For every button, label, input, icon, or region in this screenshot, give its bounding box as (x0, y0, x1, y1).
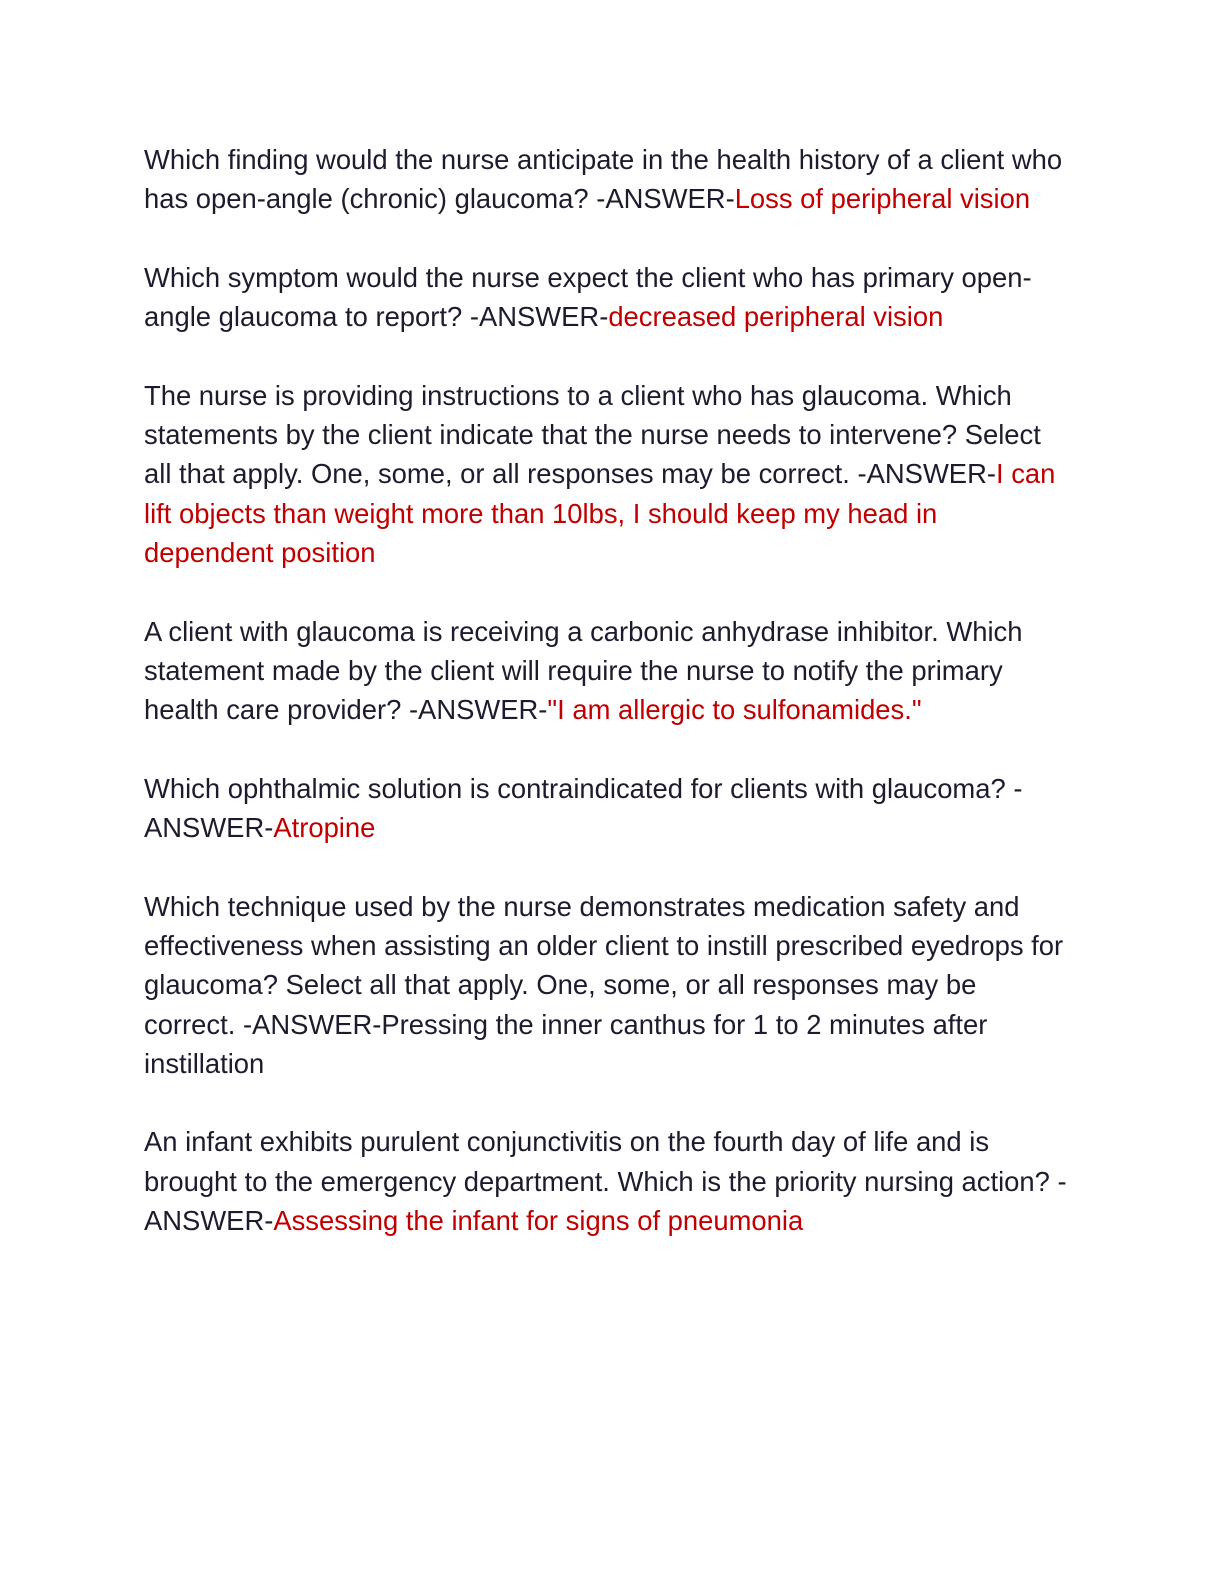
question-text: Which technique used by the nurse demonstrates medication safety and effectiveness when assisting an older client to instill prescribed eyedrops for glaucoma? Select all that apply. One, some, or all responses may be correct. (144, 890, 1064, 1040)
answer-marker: -ANSWER- (144, 1165, 1067, 1237)
answer-text: decreased peripheral vision (608, 301, 944, 333)
answer-marker: -ANSWER- (462, 301, 609, 333)
answer-text: "I am allergic to sulfonamides." (547, 694, 922, 726)
qa-item-4 (144, 612, 1074, 730)
question-text: The nurse is providing instructions to a client who has glaucoma. Which statements by the client indicate that the nurse needs to intervene? Select all that apply. One, some, or all responses may be correct. (144, 379, 1041, 490)
qa-item-5 (144, 769, 1074, 848)
answer-marker: -ANSWER- (235, 1008, 382, 1040)
question-text: An infant exhibits purulent conjunctivitis on the fourth day of life and is brought to the emergency department. Which is the priority nursing action? (144, 1126, 1050, 1197)
answer-marker: -ANSWER- (144, 772, 1023, 844)
answer-text: Pressing the inner canthus for 1 to 2 minutes after instillation (144, 1008, 988, 1079)
qa-item-7 (144, 1122, 1074, 1240)
question-text: Which symptom would the nurse expect the client who has primary open-angle glaucoma to report? (144, 261, 1032, 333)
question-text: Which finding would the nurse anticipate in the health history of a client who has open-angle (chronic) glaucoma? (144, 144, 1063, 215)
answer-marker: -ANSWER- (401, 694, 548, 726)
answer-marker: -ANSWER- (849, 458, 996, 490)
qa-item-6 (144, 887, 1074, 1083)
qa-item-3 (144, 376, 1074, 572)
answer-marker: -ANSWER- (588, 183, 735, 215)
answer-text: Loss of peripheral vision (734, 183, 1031, 215)
qa-item-2 (144, 258, 1074, 337)
answer-text: Assessing the infant for signs of pneumonia (273, 1205, 804, 1237)
qa-item-1 (144, 140, 1074, 219)
question-text: A client with glaucoma is receiving a carbonic anhydrase inhibitor. Which statement made by the client will require the nurse to notify the primary health care provider? (144, 615, 1023, 726)
answer-text: Atropine (273, 812, 376, 844)
question-text: Which ophthalmic solution is contraindicated for clients with glaucoma? (144, 772, 1006, 804)
qa-list (144, 140, 1074, 1280)
answer-text: I can lift objects than weight more than 10lbs, I should keep my head in dependent position (144, 458, 1056, 568)
